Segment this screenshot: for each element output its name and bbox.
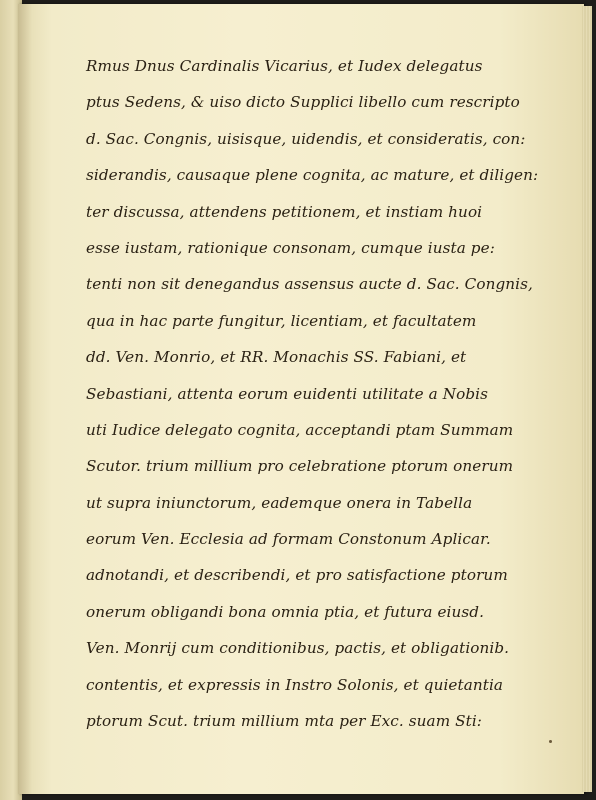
text-line-8: qua in hac parte fungitur, licentiam, et facultatem: [86, 311, 477, 330]
gutter-shadow: [18, 4, 32, 794]
text-line-17: Ven. Monrij cum conditionibus, pactis, et obligationib.: [86, 639, 510, 658]
text-line-12: Scutor. trium millium pro celebratione ptorum onerum: [86, 457, 514, 476]
text-line-15: adnotandi, et describendi, et pro satisfactione ptorum: [86, 566, 508, 585]
text-line-9: dd. Ven. Monrio, et RR. Monachis SS. Fabiani, et: [86, 348, 467, 367]
text-line-3: d. Sac. Congnis, uisisque, uidendis, et consideratis, con:: [86, 129, 526, 148]
text-line-7: tenti non sit denegandus assensus aucte d. Sac. Congnis,: [86, 275, 533, 294]
text-line-16: onerum obligandi bona omnia ptia, et futura eiusd.: [86, 602, 485, 621]
text-line-11: uti Iudice delegato cognita, acceptandi ptam Summam: [86, 420, 514, 439]
text-line-4: siderandis, causaque plene cognita, ac mature, et diligen:: [86, 166, 539, 185]
handwritten-text-block: [86, 48, 556, 739]
page-stack-edge: [582, 6, 592, 792]
text-line-18: contentis, et expressis in Instro Solonis, et quietantia: [86, 675, 504, 694]
text-line-5: ter discussa, attendens petitionem, et instiam huoi: [86, 202, 483, 221]
text-line-1: Rmus Dnus Cardinalis Vicarius, et Iudex delegatus: [86, 57, 483, 75]
ink-speck: [549, 740, 552, 743]
text-line-2: ptus Sedens, & uiso dicto Supplici libello cum rescripto: [86, 93, 520, 112]
text-line-13: ut supra iniunctorum, eademque onera in Tabella: [86, 493, 473, 512]
text-line-6: esse iustam, rationique consonam, cumque iusta pe:: [86, 238, 495, 257]
text-line-19: ptorum Scut. trium millium mta per Exc. suam Sti:: [86, 712, 482, 731]
text-line-14: eorum Ven. Ecclesia ad formam Constonum Aplicar.: [86, 530, 491, 549]
text-line-10: Sebastiani, attenta eorum euidenti utilitate a Nobis: [86, 384, 489, 403]
